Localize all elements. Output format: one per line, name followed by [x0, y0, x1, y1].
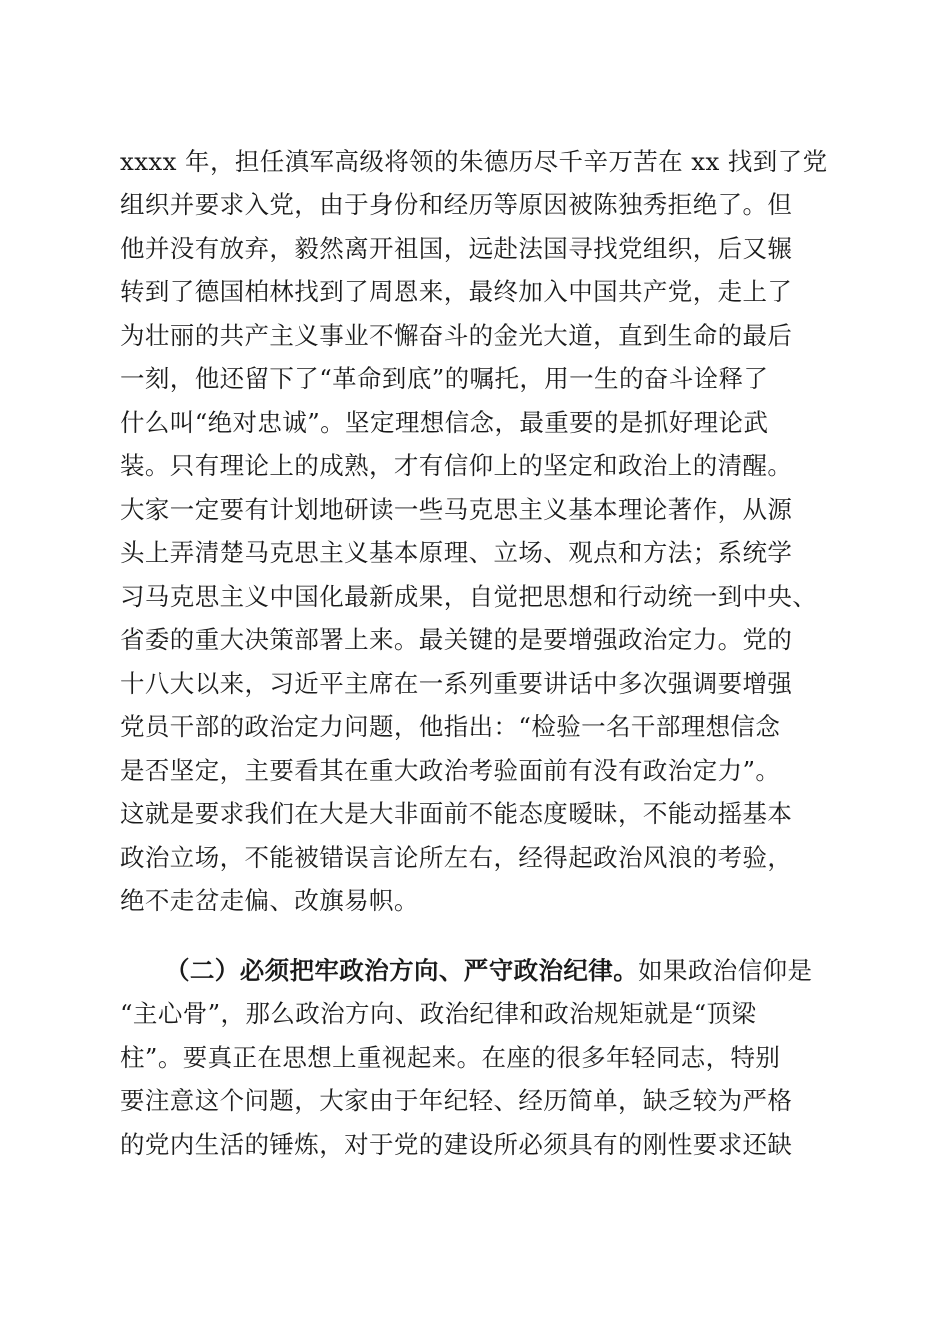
paragraph-line: 绝不走岔走偏、改旗易帜。: [120, 886, 419, 915]
paragraph-line: 为壮丽的共产主义事业不懈奋斗的金光大道，直到生命的最后: [120, 321, 793, 350]
paragraph-line: 政治立场，不能被错误言论所左右，经得起政治风浪的考验，: [120, 843, 793, 872]
paragraph-line: 一刻，他还留下了“革命到底”的嘱托，用一生的奋斗诠释了: [120, 364, 769, 393]
paragraph-line: 习马克思主义中国化最新成果，自觉把思想和行动统一到中央、: [120, 582, 818, 611]
paragraph-line: 的党内生活的锤炼，对于党的建设所必须具有的刚性要求还缺: [120, 1130, 793, 1159]
paragraph-line: 这就是要求我们在大是大非面前不能态度暧昧，不能动摇基本: [120, 799, 793, 828]
paragraph-line: 是否坚定，主要看其在重大政治考验面前有没有政治定力”。: [120, 756, 781, 785]
paragraph-line: 大家一定要有计划地研读一些马克思主义基本理论著作，从源: [120, 495, 793, 524]
paragraph-line: 要注意这个问题，大家由于年纪轻、经历简单，缺乏较为严格: [120, 1086, 793, 1115]
paragraph-line: 十八大以来，习近平主席在一系列重要讲话中多次强调要增强: [120, 669, 793, 698]
paragraph-line: 转到了德国柏林找到了周恩来，最终加入中国共产党，走上了: [120, 277, 793, 306]
paragraph-line: 省委的重大决策部署上来。最关键的是要增强政治定力。党的: [120, 625, 793, 654]
paragraph-line: 党员干部的政治定力问题，他指出：“检验一名干部理想信念: [120, 712, 781, 741]
paragraph-line: “主心骨”，那么政治方向、政治纪律和政治规矩就是“顶梁: [120, 999, 757, 1028]
paragraph-line: 他并没有放弃，毅然离开祖国，远赴法国寻找党组织，后又辗: [120, 234, 793, 263]
paragraph-line: 柱”。要真正在思想上重视起来。在座的很多年轻同志，特别: [120, 1043, 781, 1072]
paragraph-line: 组织并要求入党，由于身份和经历等原因被陈独秀拒绝了。但: [120, 190, 793, 219]
paragraph-line: 什么叫“绝对忠诚”。坚定理想信念，最重要的是抓好理论武: [120, 408, 769, 437]
section-heading-line: [165, 951, 840, 991]
paragraph-line: 头上弄清楚马克思主义基本原理、立场、观点和方法；系统学: [120, 538, 793, 567]
section-heading: （二）必须把牢政治方向、严守政治纪律。: [165, 956, 639, 985]
paragraph-line: 装。只有理论上的成熟，才有信仰上的坚定和政治上的清醒。: [120, 451, 793, 480]
paragraph-line: xxxx 年，担任滇军高级将领的朱德历尽千辛万苦在 xx 找到了党: [120, 147, 828, 176]
section-heading-continuation: 如果政治信仰是: [638, 956, 813, 985]
